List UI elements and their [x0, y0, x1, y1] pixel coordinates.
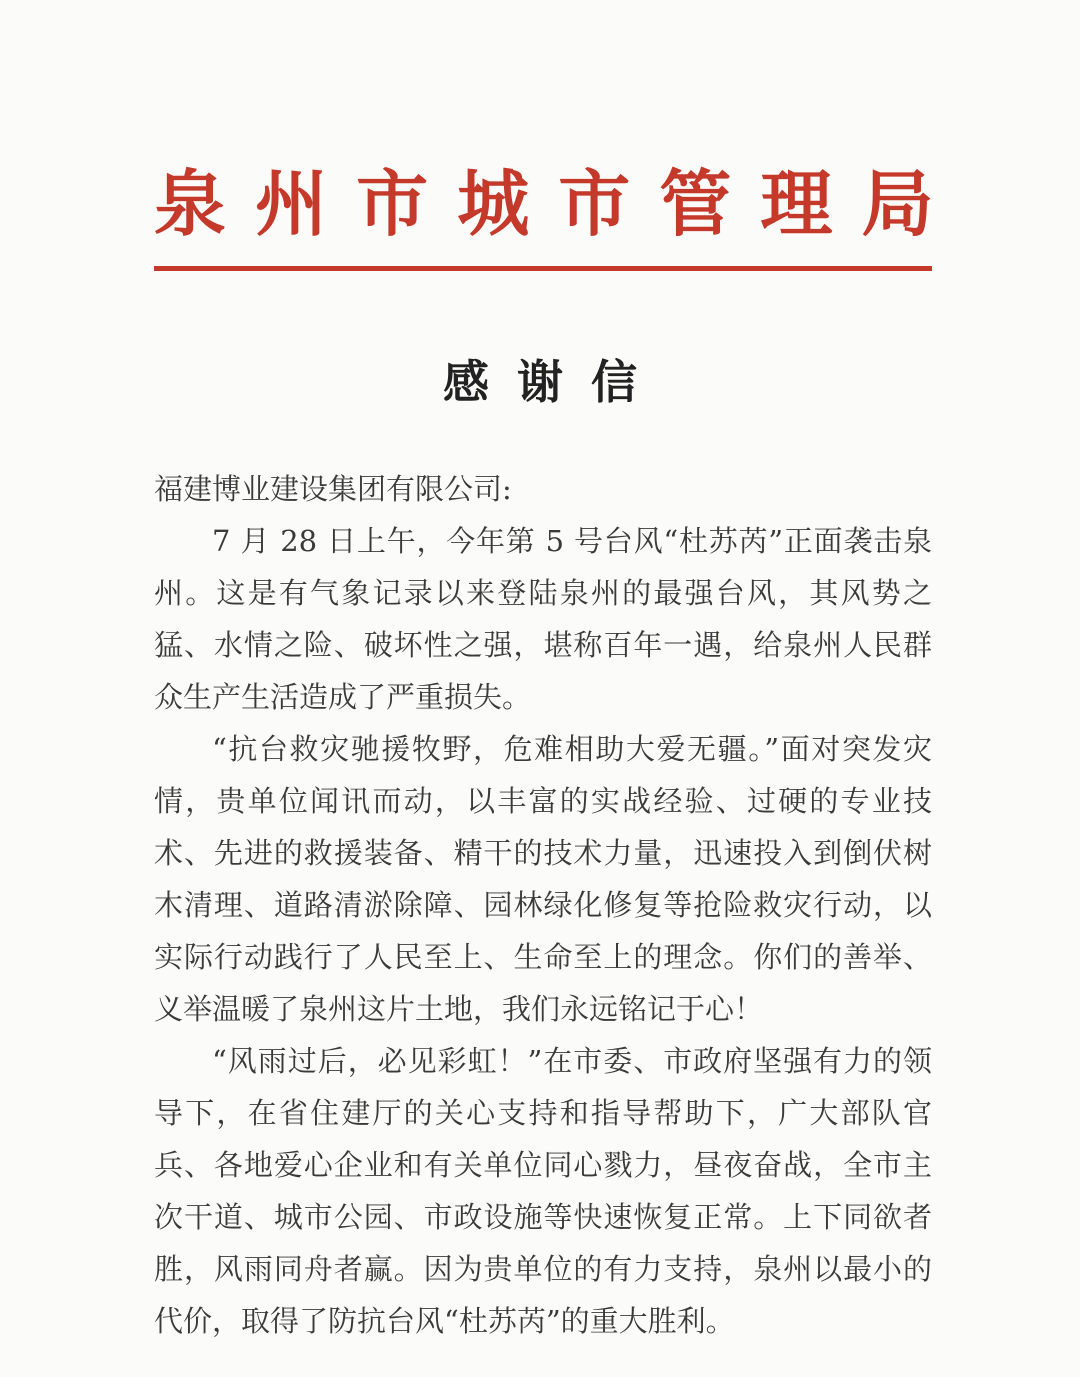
paragraph-rescue-efforts: “抗台救灾驰援牧野，危难相助大爱无疆。”面对突发灾情，贵单位闻讯而动，以丰富的实战经验、过硬的专业技术、先进的救援装备、精干的技术力量，迅速投入到倒伏树木清理、道路清淤除障、园林绿化修复等抢险救灾行动，以实际行动践行了人民至上、生命至上的理念。你们的善举、义举温暖了泉州这片土地，我们永远铭记于心！: [154, 732, 932, 1026]
paragraph-recovery-victory: “风雨过后，必见彩虹！”在市委、市政府坚强有力的领导下，在省住建厅的关心支持和指导帮助下，广大部队官兵、各地爱心企业和有关单位同心戮力，昼夜奋战，全市主次干道、城市公园、市政设施等快速恢复正常。上下同欲者胜，风雨同舟者赢。因为贵单位的有力支持，泉州以最小的代价，取得了防抗台风“杜苏芮”的重大胜利。: [154, 1044, 932, 1338]
salutation: 福建博业建设集团有限公司:: [154, 472, 512, 506]
letter-title: 感 谢 信: [442, 355, 644, 409]
letter-body: [154, 463, 932, 1347]
letterhead-rule: [154, 266, 932, 271]
paragraph-typhoon-strike: 7 月 28 日上午，今年第 5 号台风“杜苏芮”正面袭击泉州。这是有气象记录以来登陆泉州的最强台风，其风势之猛、水情之险、破坏性之强，堪称百年一遇，给泉州人民群众生产生活造成了严重损失。: [154, 524, 932, 714]
letter-content: [154, 0, 936, 1347]
letterhead-agency-name: 泉 州 市 城 市 管 理 局: [154, 161, 936, 246]
